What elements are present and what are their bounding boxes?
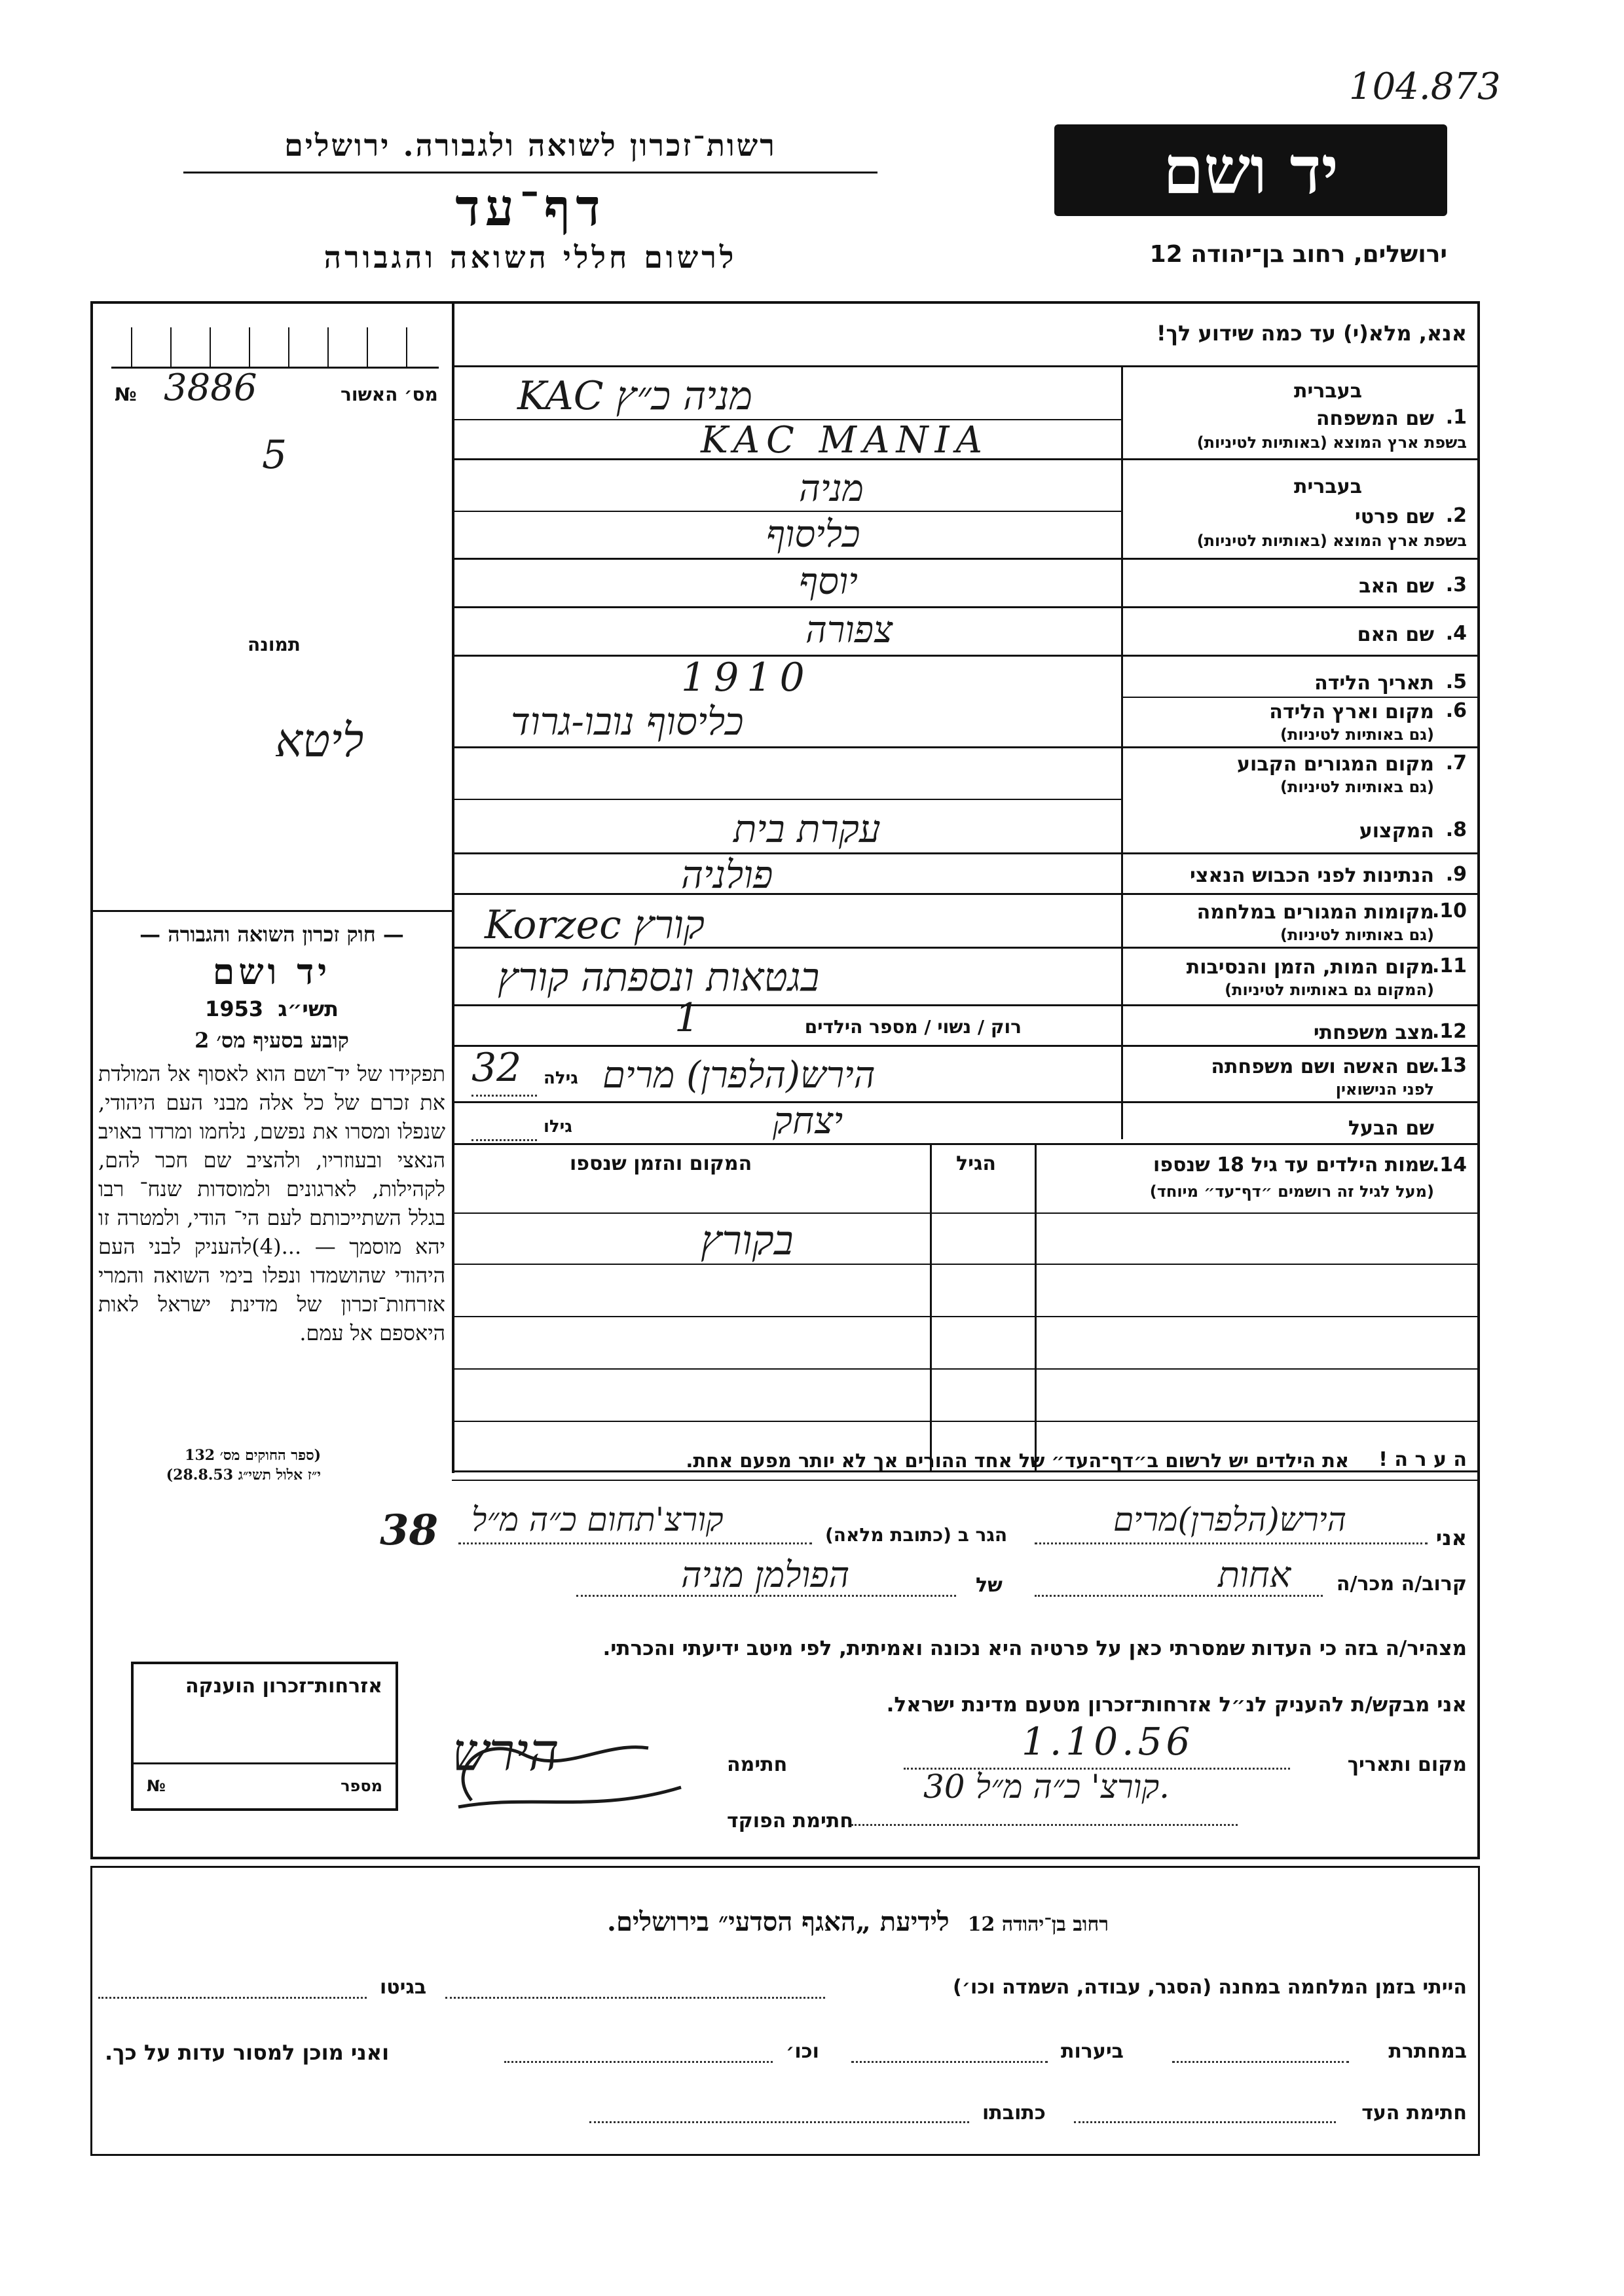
field-2-lang1: בעברית — [1294, 475, 1362, 498]
photo-annotation: ליטא — [275, 714, 364, 767]
residing-label: הגר ב (כתובת מלאה) — [825, 1524, 1008, 1546]
law-ref-1: (ספר החוקים מס׳ 132 — [185, 1447, 321, 1464]
field-7-note: (גם באותיות לטיניות) — [1280, 778, 1434, 796]
citizenship-box — [131, 1662, 398, 1811]
note-text: את הילדים יש לרשום ב״דף־העד״ של אחד ההורים אך לא יותר מפעם אחת. — [686, 1449, 1349, 1472]
declarant-mark: 38 — [380, 1506, 439, 1555]
approval-number: 3886 — [164, 367, 257, 409]
husband-age-label: גילו — [544, 1117, 572, 1137]
form-border-left — [90, 301, 93, 1859]
field-5-value[interactable]: 1910 — [681, 655, 813, 701]
signature-scribble — [432, 1728, 694, 1820]
field-10-value[interactable]: Korzec קורץ — [485, 902, 705, 948]
footer-witness-signature: חתימת העד — [1361, 2102, 1467, 2124]
field-8-number: 8. — [1445, 818, 1467, 841]
field-9-label: הנתינות לפני הכבוש הנאצי — [1190, 864, 1434, 887]
field-1-lang1: בעברית — [1294, 380, 1362, 403]
yad-vashem-logo: יד ושם — [1054, 124, 1447, 216]
law-body: תפקידו של יד־ושם הוא לאסוף אל המולדת את זכרם של כל אלה מבני העם היהודי, שנפלו ומסרו את נפשם, נלחמו ומרדו באויב הנאצי ובעוזריו, ולהציב שם חכר להם, לקהילות, לארגונים ולמוסדות שנח־ רבו בגלל השתייכותם לעם הי־ הודי, ולמטרה זו יהא מוסמך — ...(4)להעניק לבני העם היהודי שהושמדו ונפלו בימי השואה והמרי אזרחות־זכרון של מדינת ישראל לאות היאספם אל עמם. — [98, 1061, 445, 1345]
field-9-value[interactable]: פולניה — [681, 852, 773, 897]
field-3-value[interactable]: יוסף — [799, 560, 858, 603]
declaration-date[interactable]: 1.10.56 — [1022, 1719, 1194, 1764]
children-col-age: הגיל — [956, 1152, 996, 1175]
field-13-note: לפני הנישואין — [1335, 1080, 1434, 1099]
field-8-value[interactable]: עקרת בית — [733, 807, 881, 851]
field-1-value-hebrew[interactable]: KAC מניה כ״ץ — [517, 373, 753, 419]
officer-signature-label: חתימת הפוקד — [727, 1810, 853, 1832]
field-13-age-label: גילה — [544, 1068, 578, 1088]
footer-etc: וכו׳ — [786, 2040, 819, 2063]
declarant-signature[interactable]: הירש — [452, 1722, 559, 1783]
law-year: 1953 תשי״ג — [205, 996, 339, 1021]
law-ref-2: י״ז אלול תשי״ג 28.8.53) — [166, 1467, 321, 1484]
field-7-label: מקום המגורים הקבוע — [1237, 753, 1434, 776]
field-1-number: 1. — [1445, 406, 1467, 429]
field-11-value[interactable]: בגטאות ונספתה קורץ — [498, 955, 820, 1000]
field-1-label: שם המשפחה — [1316, 407, 1434, 430]
field-4-value[interactable]: צפורה — [805, 609, 893, 651]
field-13-age[interactable]: 32 — [471, 1045, 522, 1091]
field-12-number: 12. — [1431, 1020, 1467, 1043]
form-title: דף־עד — [455, 178, 606, 238]
field-2-number: 2. — [1445, 504, 1467, 527]
form-border-right — [1477, 301, 1480, 1859]
footer-testimony: ואני מוכן למסור עדות על כך. — [105, 2040, 390, 2065]
field-12-options: רוק / נשוי / מספר הילדים — [804, 1016, 1022, 1038]
footer-ghetto: בגיטו — [380, 1976, 427, 1999]
archive-number: 104.873 — [1349, 65, 1501, 108]
field-10-note: (גם באותיות לטיניות) — [1280, 926, 1434, 944]
header-address: ירושלים, רחוב בן־יהודה 12 — [1149, 241, 1447, 268]
field-1-value-latin[interactable]: KAC MANIA — [701, 419, 989, 462]
approval-number-label: מס׳ האשור — [341, 384, 438, 405]
field-11-label: מקום המות, הזמן והנסיבות — [1186, 956, 1434, 979]
declaration-ani: אני — [1435, 1525, 1467, 1550]
form-subtitle: לרשום חללי השואה והגבורה — [323, 240, 737, 275]
footer-underground: במחתרת — [1388, 2040, 1467, 2063]
field-2-label: שם פרטי — [1354, 505, 1434, 528]
approval-sub: 5 — [262, 432, 287, 478]
field-3-label: שם האב — [1359, 575, 1434, 598]
field-6-value[interactable]: כליסוף נובו-גרוד — [511, 699, 744, 744]
signature-label: חתימה — [727, 1753, 788, 1776]
field-8-label: המקצוע — [1359, 820, 1434, 843]
citizenship-no-sign: № — [147, 1777, 166, 1795]
child-1-place[interactable]: בקורץ — [701, 1216, 794, 1264]
field-6-number: 6. — [1445, 699, 1467, 722]
field-10-number: 10. — [1431, 900, 1467, 922]
law-title: — חוק זכרון השואה והגבורה — — [139, 922, 404, 947]
field-13-number: 13. — [1431, 1054, 1467, 1077]
field-7-number: 7. — [1445, 752, 1467, 774]
declarant-address[interactable]: קורצ'תחום כ״ה מ״ל — [471, 1501, 724, 1539]
field-5-number: 5. — [1445, 670, 1467, 693]
field-5-label: תאריך הלידה — [1314, 672, 1434, 695]
note-label: ה ע ר ה ! — [1378, 1448, 1467, 1471]
field-6-note: (גם באותיות לטיניות) — [1280, 725, 1434, 744]
citizenship-box-title: אזרחות־זכרון הוענקה — [185, 1675, 382, 1698]
husband-name[interactable]: יצחק — [773, 1100, 843, 1142]
of-label: של — [976, 1574, 1003, 1597]
declaration-request: אני מבקש/ת להעניק לנ״ל אזרחות־זכרון מטעם מדינת ישראל. — [886, 1693, 1467, 1717]
field-12-label: מצב משפחתי — [1313, 1021, 1434, 1044]
field-4-number: 4. — [1445, 622, 1467, 645]
declarant-name[interactable]: הירש(הלפרן)מרים — [1113, 1501, 1347, 1539]
field-13-label: שם האשה ושם משפחתה — [1211, 1055, 1434, 1078]
citizenship-number-label: מספר — [341, 1777, 382, 1795]
field-2-value-hebrew[interactable]: מניה — [799, 467, 864, 510]
field-10-label: מקומות המגורים במלחמה — [1196, 901, 1434, 924]
relation-label: קרוב/ה מכר/ה — [1336, 1573, 1467, 1595]
instruction: אנא, מלא(י) עד כמה שידוע לך! — [1156, 321, 1467, 346]
footer-forests: ביערות — [1061, 2040, 1124, 2063]
field-6-label: מקום וארץ הלידה — [1269, 701, 1434, 723]
children-header: שמות הילדים עד גיל 18 שנספו — [1153, 1154, 1434, 1176]
relation-value[interactable]: אחות — [1218, 1554, 1291, 1595]
of-name[interactable]: הפולמן מניה — [681, 1554, 850, 1595]
husband-label: שם הבעל — [1348, 1117, 1434, 1140]
field-1-lang2: בשפת ארץ המוצא (באותיות לטיניות) — [1196, 433, 1467, 452]
authority-name: רשות־זכרון לשואה ולגבורה. ירושלים — [284, 128, 777, 163]
form-border-top — [90, 301, 1480, 304]
place-date-label: מקום ותאריך — [1347, 1753, 1467, 1776]
field-3-number: 3. — [1445, 574, 1467, 596]
declaration-statement: מצהיר/ה בזה כי העדות שמסרתי כאן על פרטיה היא נכונה ואמיתית, לפי מיטב ידיעתי והכרתי. — [602, 1637, 1467, 1660]
law-name: יד ושם — [212, 951, 331, 993]
field-13-value[interactable]: הירש(הלפרן) מרים — [602, 1054, 876, 1097]
children-number: 14. — [1431, 1154, 1467, 1176]
approval-no-sign: № — [115, 384, 137, 405]
footer-line1: הייתי בזמן המלחמה במחנה (הסגר, עבודה, השמדה וכו׳) — [953, 1976, 1467, 1999]
field-4-label: שם האם — [1357, 623, 1434, 646]
declaration-place[interactable]: קורצ' כ״ה מ״ל 30. — [923, 1768, 1170, 1806]
footer-witness-address: כתובתו — [982, 2102, 1046, 2124]
footer-title: רחוב בן־יהודה 12 לידיעת „האגף הסדעי״ בירושלים. — [607, 1906, 1109, 1937]
field-11-note: (המקום גם באותיות לטיניות) — [1225, 981, 1434, 999]
field-9-number: 9. — [1445, 863, 1467, 886]
field-11-number: 11. — [1431, 955, 1467, 977]
law-section: קובע בסעיף מס׳ 2 — [194, 1028, 349, 1053]
children-header-note: (מעל לגיל זה רושמים ״דף־עד״ מיוחד) — [1149, 1182, 1434, 1201]
field-2-lang2: בשפת ארץ המוצא (באותיות לטיניות) — [1196, 532, 1467, 550]
field-12-children-count[interactable]: 1 — [674, 995, 700, 1041]
photo-label: תמונה — [248, 634, 301, 655]
field-2-value-latin[interactable]: כליסוף — [766, 513, 860, 556]
children-col-place: המקום והזמן שנספו — [570, 1152, 752, 1175]
